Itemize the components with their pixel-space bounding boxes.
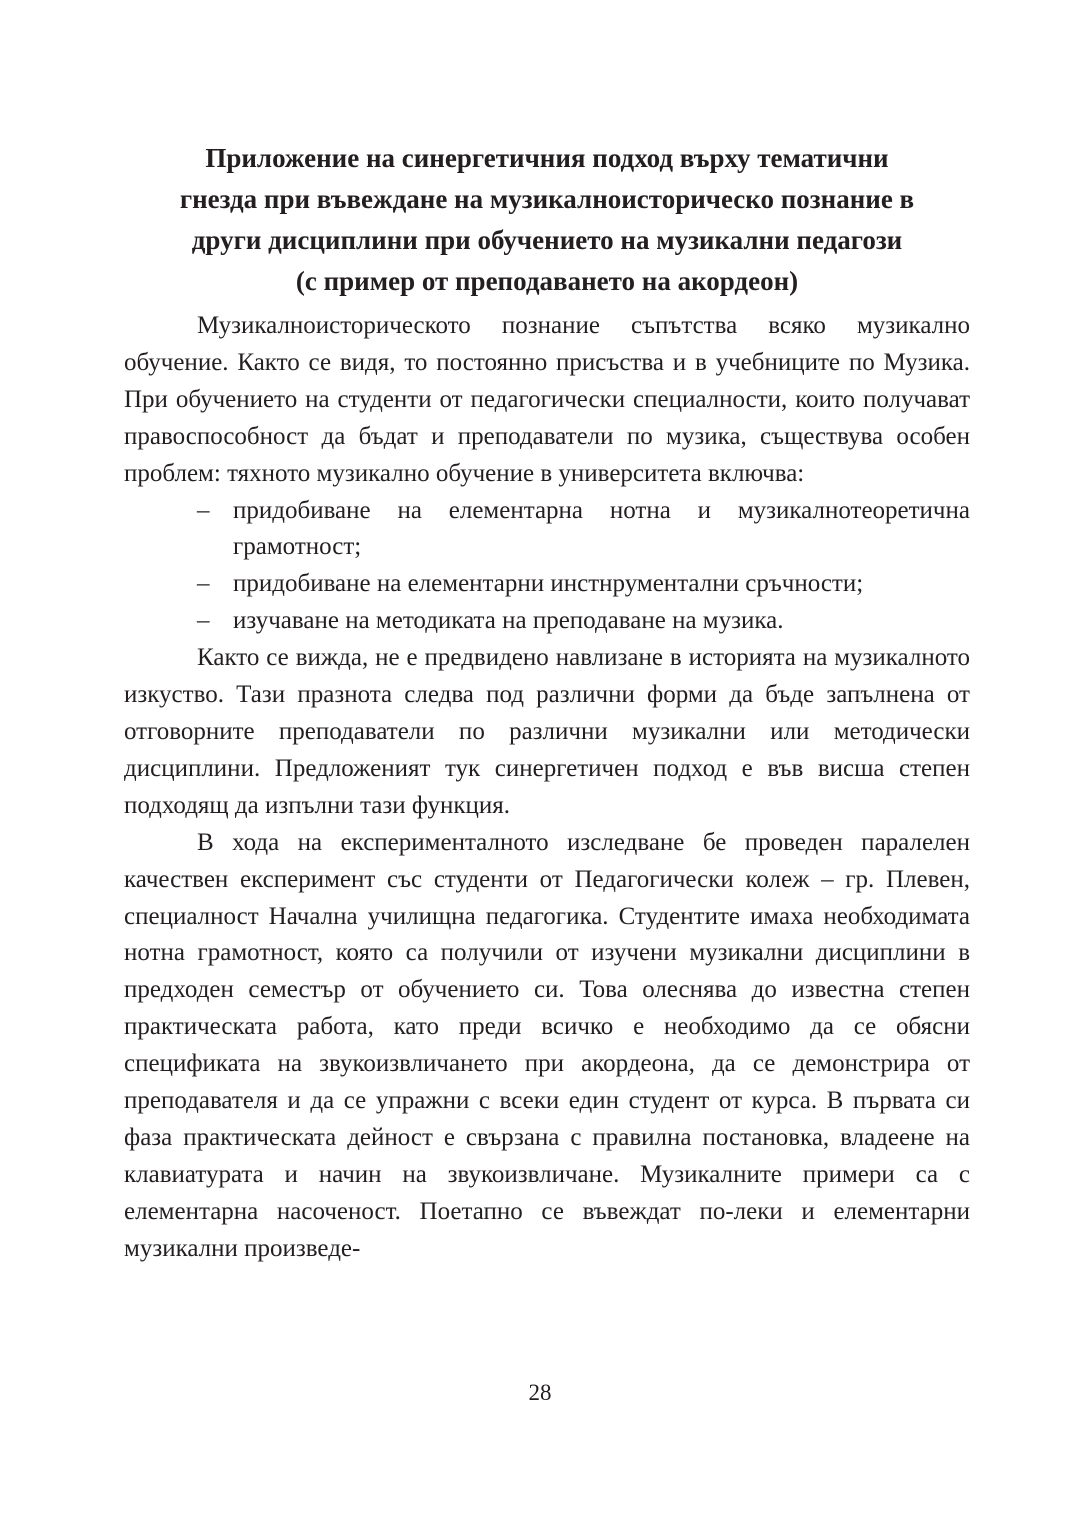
body-text (124, 308, 970, 1268)
page-content (124, 138, 970, 1268)
list-item (197, 493, 970, 567)
list-dash: – (197, 607, 210, 635)
list-item-text: изучаване на методиката на преподаване на музика. (233, 607, 784, 635)
list-item (197, 603, 970, 640)
list-item-text: придобиване на елементарна нотна и музикалнотеоретична грамотност; (233, 496, 970, 561)
paragraph: Музикалноисторическото познание съпътства всяко музикално обучение. Както се видя, то постоянно присъства и в учебниците по Музика. При обучението на студенти от педагогически специалности, които получават правоспособност да бъдат и преподаватели по музика, съществува особен проблем: тяхното музикално обучение в университета включва: (124, 312, 970, 487)
page-number: 28 (528, 1380, 552, 1405)
chapter-title (124, 138, 970, 302)
list-item-text: придобиване на елементарни инстнрументални сръчности; (233, 570, 864, 598)
paragraph: В хода на експерименталното изследване бе проведен паралелен качествен експеримент със студенти от Педагогически колеж – гр. Плевен, специалност Начална училищна педагогика. Студентите имаха необходимата нотна грамотност, която са получили от изучени музикални дисциплини в предходен семестър от обучението си. Това олеснява до известна степен практическата работа, като преди всичко е необходимо да се обясни спецификата на звукоизвличането при акордеона, да се демонстрира от преподавателя и да се упражни с всеки един студент от курса. В първата си фаза практическата дейност е свързана с правилна постановка, владеене на клавиатурата и начин на звукоизвличане. Музикалните примери са с елементарна насоченост. Поетапно се въвеждат по-леки и елементарни музикални произведе- (124, 828, 970, 1262)
list-item (197, 566, 970, 603)
paragraph: Както се вижда, не е предвидено навлизане в историята на музикалното изкуство. Тази празнота следва под различни форми да бъде запълнена от отговорните преподаватели по различни музикални или методически дисциплини. Предложеният тук синергетичен подход е във висша степен подходящ да изпълни тази функция. (124, 644, 970, 819)
list-dash: – (197, 496, 210, 524)
title-line: Приложение на синергетичния подход върху тематични (205, 143, 889, 173)
title-line: гнезда при въвеждане на музикалноисторическо познание в (179, 184, 915, 214)
requirements-list (124, 493, 970, 641)
title-line: (с пример от преподаването на акордеон) (295, 266, 799, 296)
list-dash: – (197, 570, 210, 598)
title-line: други дисциплини при обучението на музикални педагози (191, 225, 903, 255)
